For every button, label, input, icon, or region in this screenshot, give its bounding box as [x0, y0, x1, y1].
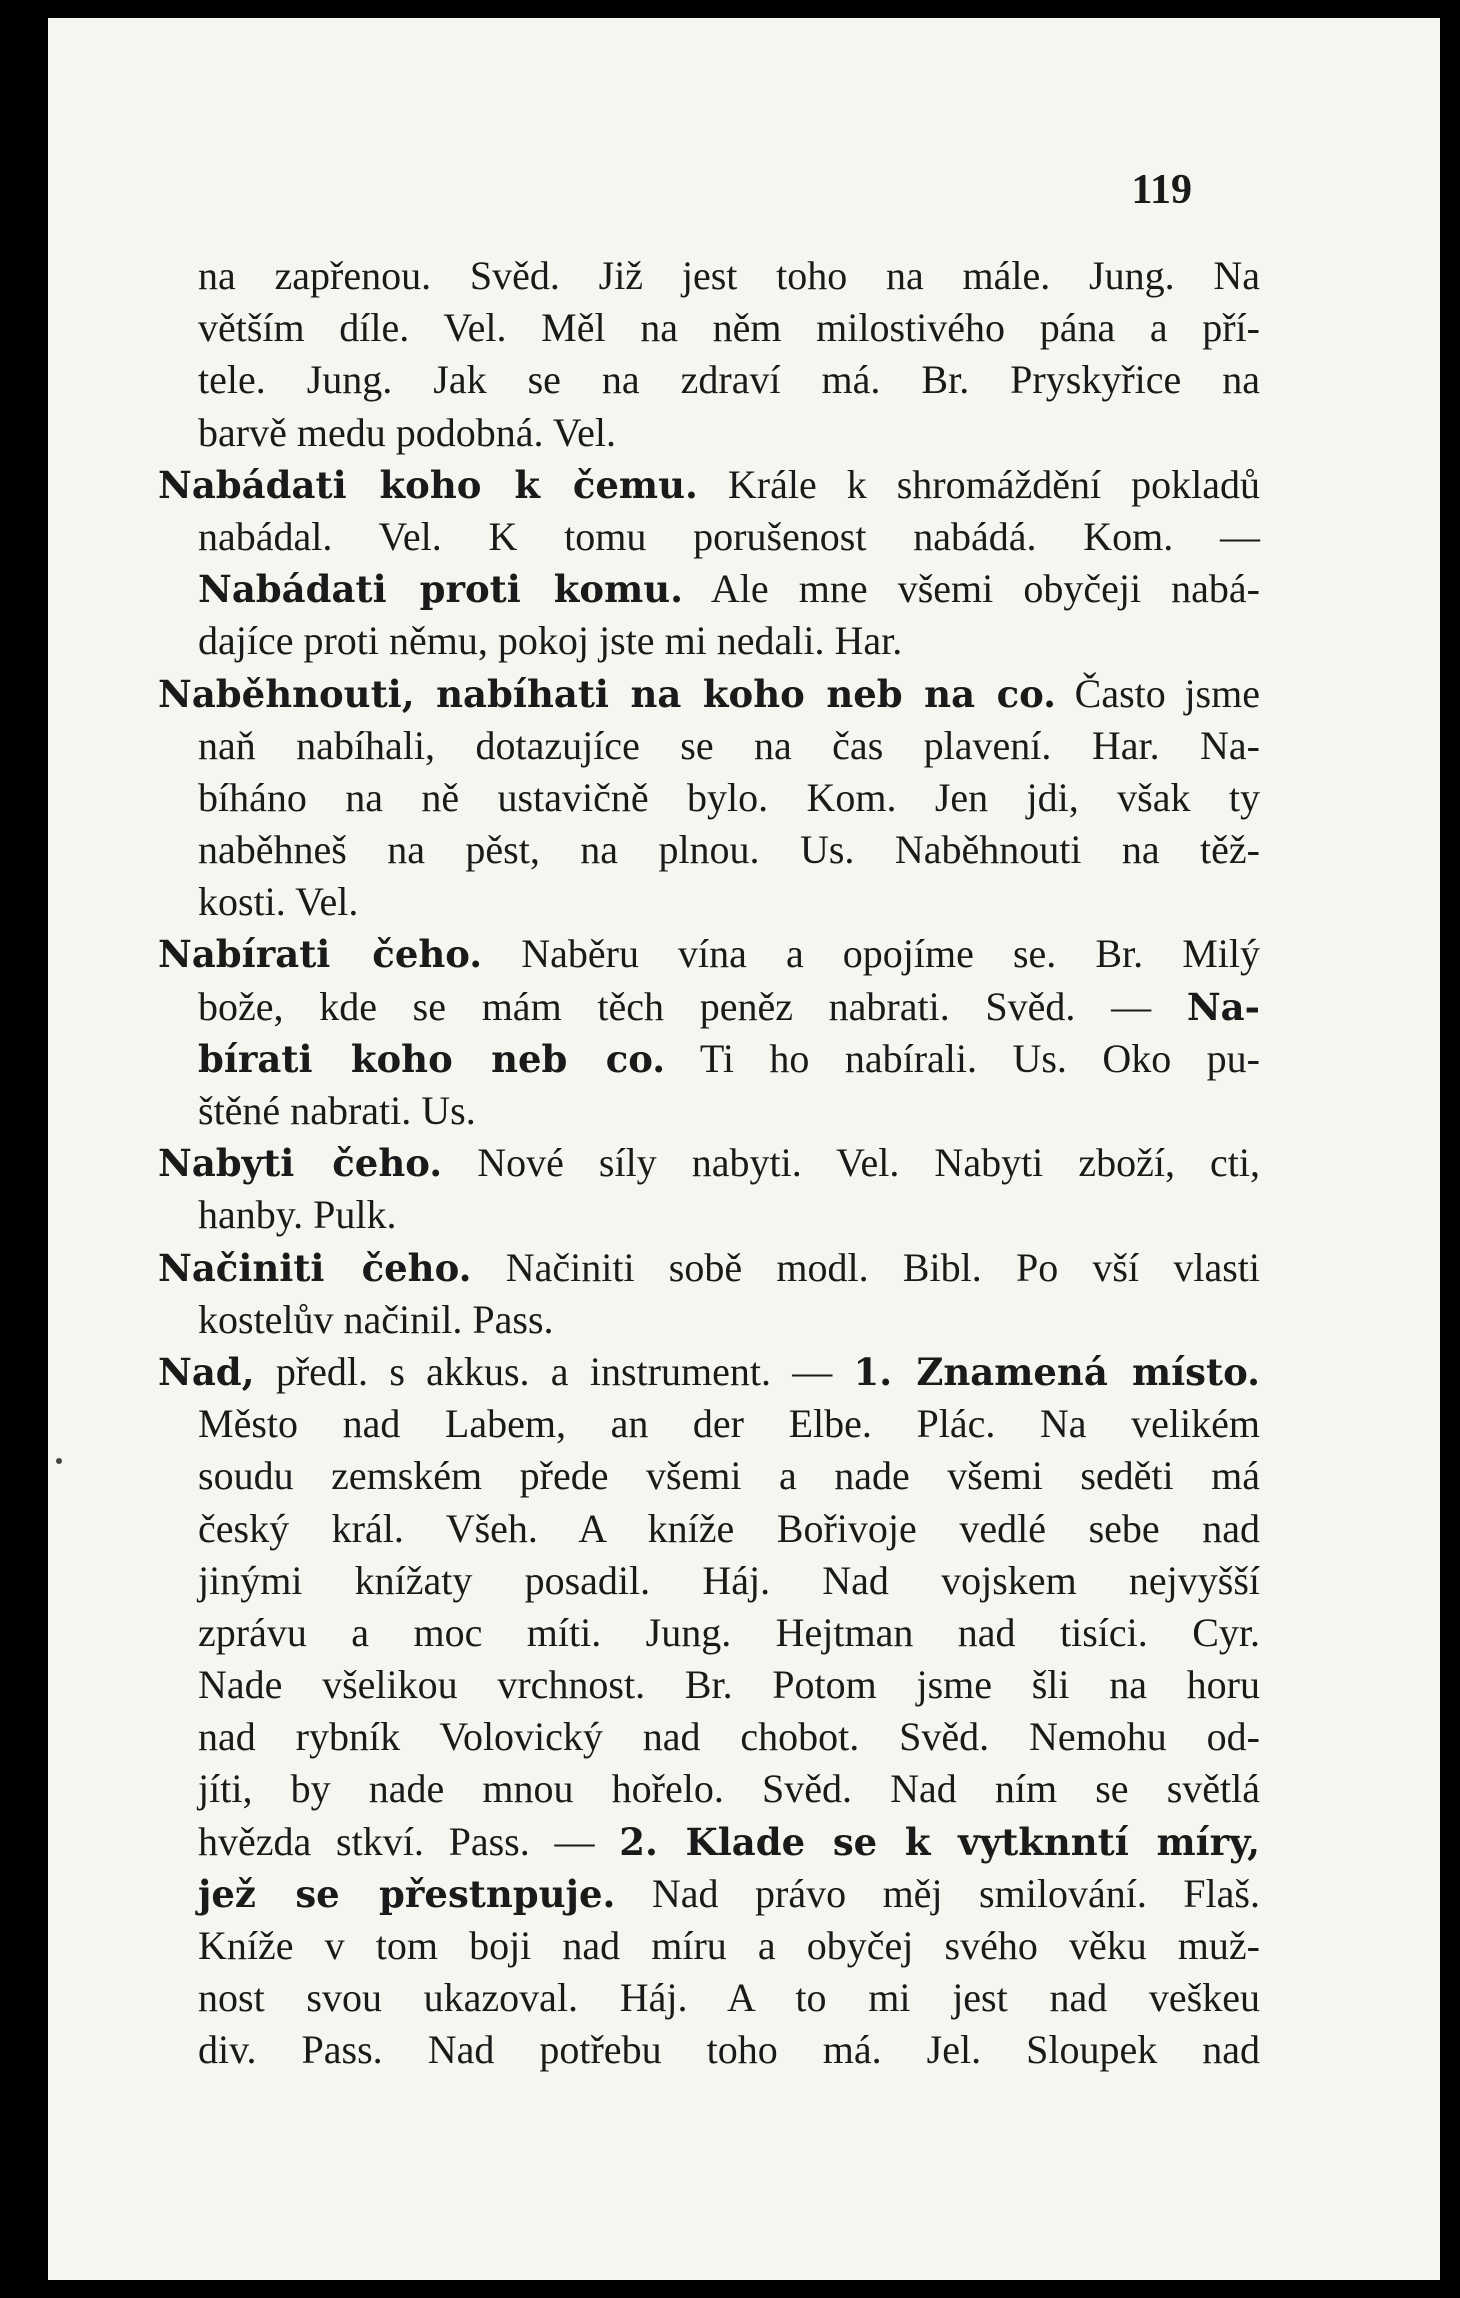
definition-text: nad rybník Volovický nad chobot. Svěd. Nemohu od- — [198, 1714, 1260, 1760]
definition-text: na zapřenou. Svěd. Již jest toho na mále. Jung. Na — [198, 253, 1260, 298]
headword: Nabádati proti komu. — [198, 567, 684, 612]
text-line — [158, 511, 1260, 563]
definition-text: bože, kde se mám těch peněz nabrati. Svěd. — — [198, 983, 1187, 1029]
text-line — [158, 1189, 1260, 1241]
definition-text: jinými knížaty posadil. Háj. Nad vojskem nejvyšší — [198, 1557, 1260, 1603]
text-line — [158, 302, 1260, 354]
definition-text: kostelův načinil. Pass. — [198, 1296, 554, 1342]
text-line — [158, 1972, 1260, 2024]
text-line — [158, 1085, 1260, 1137]
headword: jež se přestnpuje. — [198, 1871, 616, 1916]
ink-speck — [56, 1458, 62, 1464]
definition-text: český král. Všeh. A kníže Bořivoje vedlé sebe nad — [198, 1505, 1260, 1551]
text-line — [158, 1763, 1260, 1815]
text-line — [158, 720, 1260, 772]
headword: Nabádati koho k čemu. — [158, 462, 698, 507]
headword: 1. Znamená místo. — [853, 1349, 1261, 1394]
headword: Nabírati čeho. — [158, 932, 483, 977]
text-line — [158, 563, 1260, 615]
text-line — [158, 407, 1260, 459]
text-line — [158, 1294, 1260, 1346]
text-line — [158, 1816, 1260, 1868]
definition-text: kosti. Vel. — [198, 879, 359, 925]
dictionary-text — [158, 250, 1260, 2077]
headword: Na- — [1186, 984, 1260, 1029]
text-line — [158, 928, 1260, 980]
page-number: 119 — [1131, 167, 1192, 213]
text-line — [158, 615, 1260, 667]
definition-text: hanby. Pulk. — [198, 1192, 397, 1238]
definition-text: naň nabíhali, dotazujíce se na čas plavení. Har. Na- — [198, 722, 1260, 768]
definition-text: naběhneš na pěst, na plnou. Us. Naběhnouti na těž- — [198, 827, 1260, 873]
text-line — [158, 824, 1260, 876]
definition-text: div. Pass. Nad potřebu toho má. Jel. Sloupek nad — [198, 2027, 1260, 2073]
definition-text: Krále k shromáždění pokladů — [697, 461, 1260, 507]
headword: Nabyti čeho. — [158, 1141, 443, 1186]
definition-text: Naběru vína a opojíme se. Br. Milý — [482, 931, 1260, 977]
definition-text: předl. s akkus. a instrument. — — [254, 1348, 854, 1394]
definition-text: Nad právo měj smilování. Flaš. — [615, 1870, 1260, 1916]
book-page — [48, 18, 1440, 2280]
definition-text: Kníže v tom boji nad míru a obyčej svého věku muž- — [198, 1923, 1260, 1968]
definition-text: Nade všelikou vrchnost. Br. Potom jsme šli na horu — [198, 1662, 1260, 1708]
text-line — [158, 668, 1260, 720]
definition-text: větším díle. Vel. Měl na něm milostivého pána a pří- — [198, 305, 1260, 351]
definition-text: soudu zemském přede všemi a nade všemi seděti má — [198, 1453, 1260, 1499]
headword: Nad, — [158, 1349, 255, 1394]
definition-text: barvě medu podobná. Vel. — [198, 409, 617, 455]
definition-text: zprávu a moc míti. Jung. Hejtman nad tisíci. Cyr. — [198, 1609, 1260, 1655]
definition-text: štěné nabrati. Us. — [198, 1088, 476, 1133]
text-line — [158, 459, 1260, 511]
text-line — [158, 1242, 1260, 1294]
text-line — [158, 1503, 1260, 1555]
text-line — [158, 1137, 1260, 1189]
definition-text: Nové síly nabyti. Vel. Nabyti zboží, cti, — [442, 1140, 1261, 1186]
text-line — [158, 1868, 1260, 1920]
text-line — [158, 1346, 1260, 1398]
headword: Načiniti čeho. — [158, 1245, 472, 1290]
definition-text: Ale mne všemi obyčeji nabá- — [683, 566, 1260, 612]
definition-text: Často jsme — [1056, 670, 1260, 716]
text-line — [158, 1659, 1260, 1711]
text-line — [158, 354, 1260, 406]
headword: Naběhnouti, nabíhati na koho neb na co. — [158, 671, 1057, 716]
definition-text: Načiniti sobě modl. Bibl. Po vší vlasti — [471, 1244, 1260, 1290]
definition-text: Ti ho nabírali. Us. Oko pu- — [665, 1035, 1260, 1081]
text-line — [158, 1033, 1260, 1085]
text-line — [158, 250, 1260, 302]
text-line — [158, 876, 1260, 928]
definition-text: hvězda stkví. Pass. — — [198, 1818, 620, 1864]
text-line — [158, 1607, 1260, 1659]
text-line — [158, 1711, 1260, 1763]
definition-text: Město nad Labem, an der Elbe. Plác. Na velikém — [198, 1401, 1260, 1447]
definition-text: bíháno na ně ustavičně bylo. Kom. Jen jdi, však ty — [198, 774, 1260, 820]
text-line — [158, 772, 1260, 824]
text-line — [158, 1450, 1260, 1502]
headword: bírati koho neb co. — [198, 1036, 666, 1081]
text-line — [158, 1398, 1260, 1450]
definition-text: jíti, by nade mnou hořelo. Svěd. Nad ním se světlá — [198, 1766, 1260, 1812]
headword: 2. Klade se k vytknntí míry, — [619, 1819, 1260, 1864]
text-line — [158, 2024, 1260, 2076]
definition-text: nost svou ukazoval. Háj. A to mi jest nad veškeu — [198, 1975, 1260, 2021]
text-line — [158, 1555, 1260, 1607]
text-line — [158, 981, 1260, 1033]
definition-text: nabádal. Vel. K tomu porušenost nabádá. Kom. — — [198, 513, 1260, 559]
definition-text: dajíce proti němu, pokoj jste mi nedali. Har. — [198, 618, 903, 664]
text-line — [158, 1920, 1260, 1972]
definition-text: tele. Jung. Jak se na zdraví má. Br. Pryskyřice na — [198, 357, 1260, 403]
